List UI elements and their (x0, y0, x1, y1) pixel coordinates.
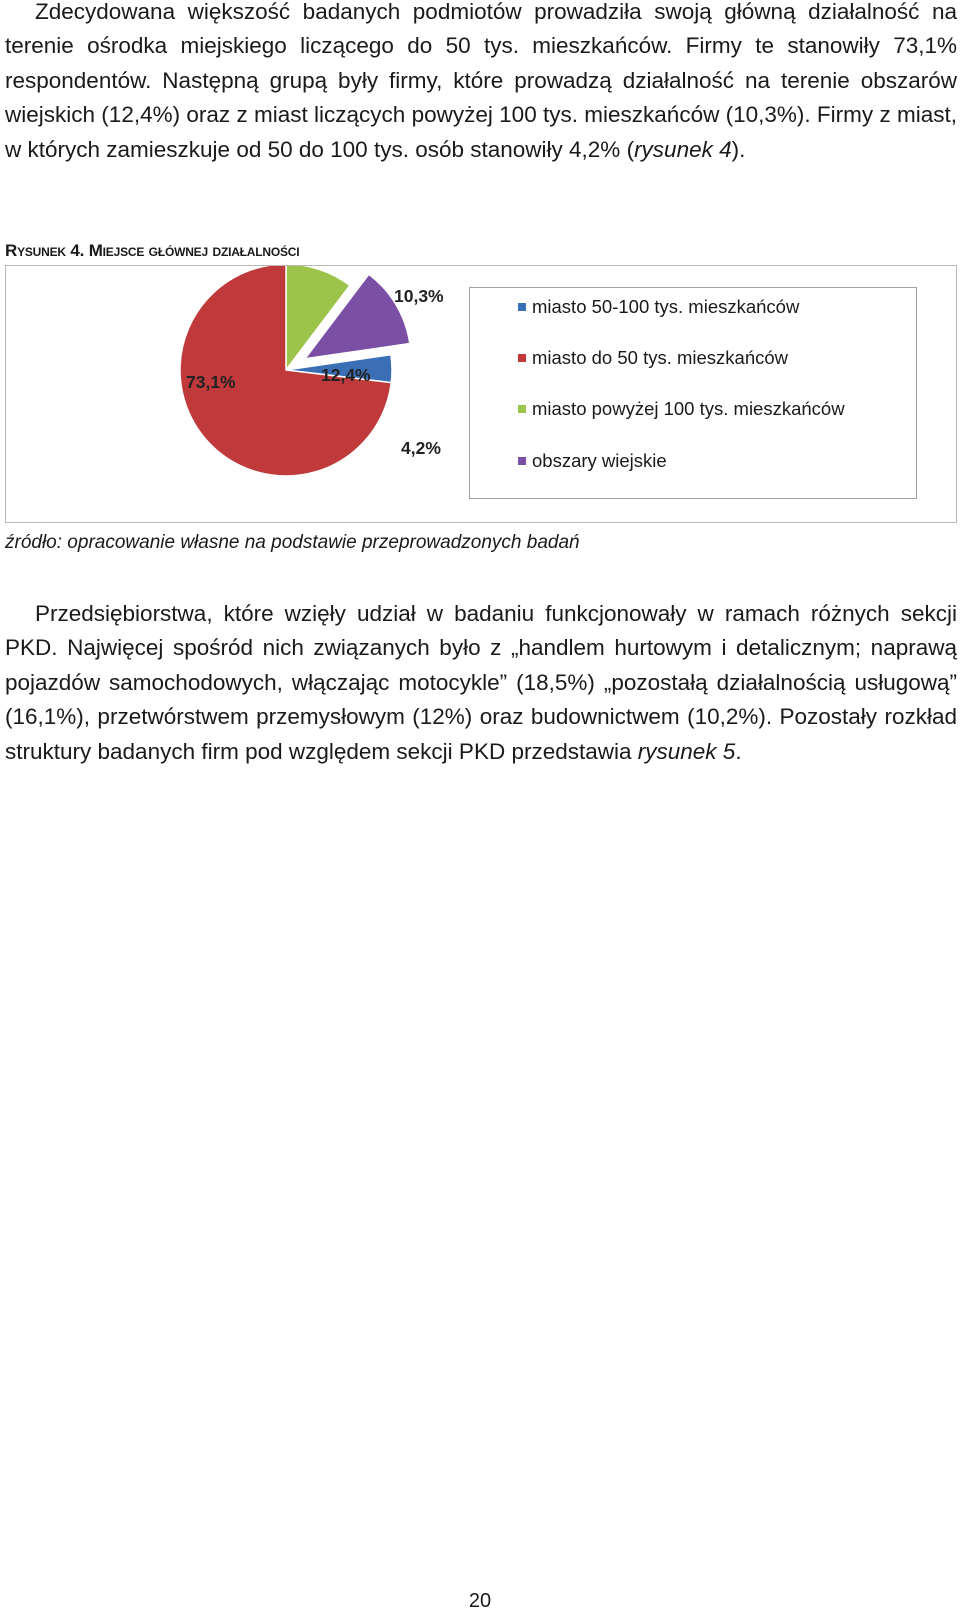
figure-source: źródło: opracowanie własne na podstawie przeprowadzonych badań (5, 532, 580, 553)
intro-paragraph-text: Zdecydowana większość badanych podmiotów prowadziła swoją główną działalność na terenie ośrodka miejskiego liczącego do 50 tys. mieszkańców. Firmy te stanowiły 73,1% respondentów. Następną grupą były firmy, które prowadzą działalność na terenie obszarów wiejskich (12,4%) oraz z miast liczących powyżej 100 tys. mieszkańców (10,3%). Firmy z miast, w których zamieszkuje od 50 do 100 tys. osób stanowiły 4,2% ( (5, 0, 957, 162)
legend-swatch-0 (518, 303, 526, 311)
pie-data-label-0: 4,2% (401, 438, 441, 458)
pkd-paragraph (5, 597, 957, 769)
legend-item-2 (518, 398, 845, 420)
figure-caption: Rysunek 4. Miejsce głównej działalności (5, 241, 300, 260)
legend-item-0 (518, 296, 799, 318)
figure-reference-5: rysunek 5 (637, 738, 736, 764)
pkd-paragraph-text: Przedsiębiorstwa, które wzięły udział w badaniu funkcjonowały w ramach różnych sekcji PKD. Najwięcej spośród nich związanych było z „handlem hurtowym i detalicznym; naprawą pojazdów samochodowych, włączając motocykle” (18,5%) „pozostałą działalnością usługową” (16,1%), przetwórstwem przemysłowym (12%) oraz budownictwem (10,2%). Pozostały rozkład struktury badanych firm pod względem sekcji PKD przedstawia (5, 601, 957, 764)
legend-label-1: miasto do 50 tys. mieszkańców (532, 347, 789, 368)
pie-data-label-2: 10,3% (394, 286, 444, 306)
pie-data-label-1: 73,1% (186, 372, 236, 392)
legend-label-3: obszary wiejskie (532, 450, 667, 471)
page-number: 20 (468, 1590, 492, 1612)
intro-paragraph-end: ). (731, 136, 746, 162)
legend-swatch-1 (518, 354, 526, 362)
legend-label-2: miasto powyżej 100 tys. mieszkańców (532, 398, 845, 419)
legend-item-1 (518, 347, 788, 369)
pie-data-label-3: 12,4% (321, 365, 371, 385)
legend-swatch-3 (518, 457, 526, 465)
legend-label-0: miasto 50-100 tys. mieszkańców (532, 296, 800, 317)
legend-swatch-2 (518, 405, 526, 413)
chart-legend (469, 287, 917, 499)
legend-item-3 (518, 450, 667, 472)
intro-paragraph (5, 0, 957, 167)
figure-reference: rysunek 4 (634, 136, 732, 162)
pkd-paragraph-end: . (735, 738, 742, 764)
